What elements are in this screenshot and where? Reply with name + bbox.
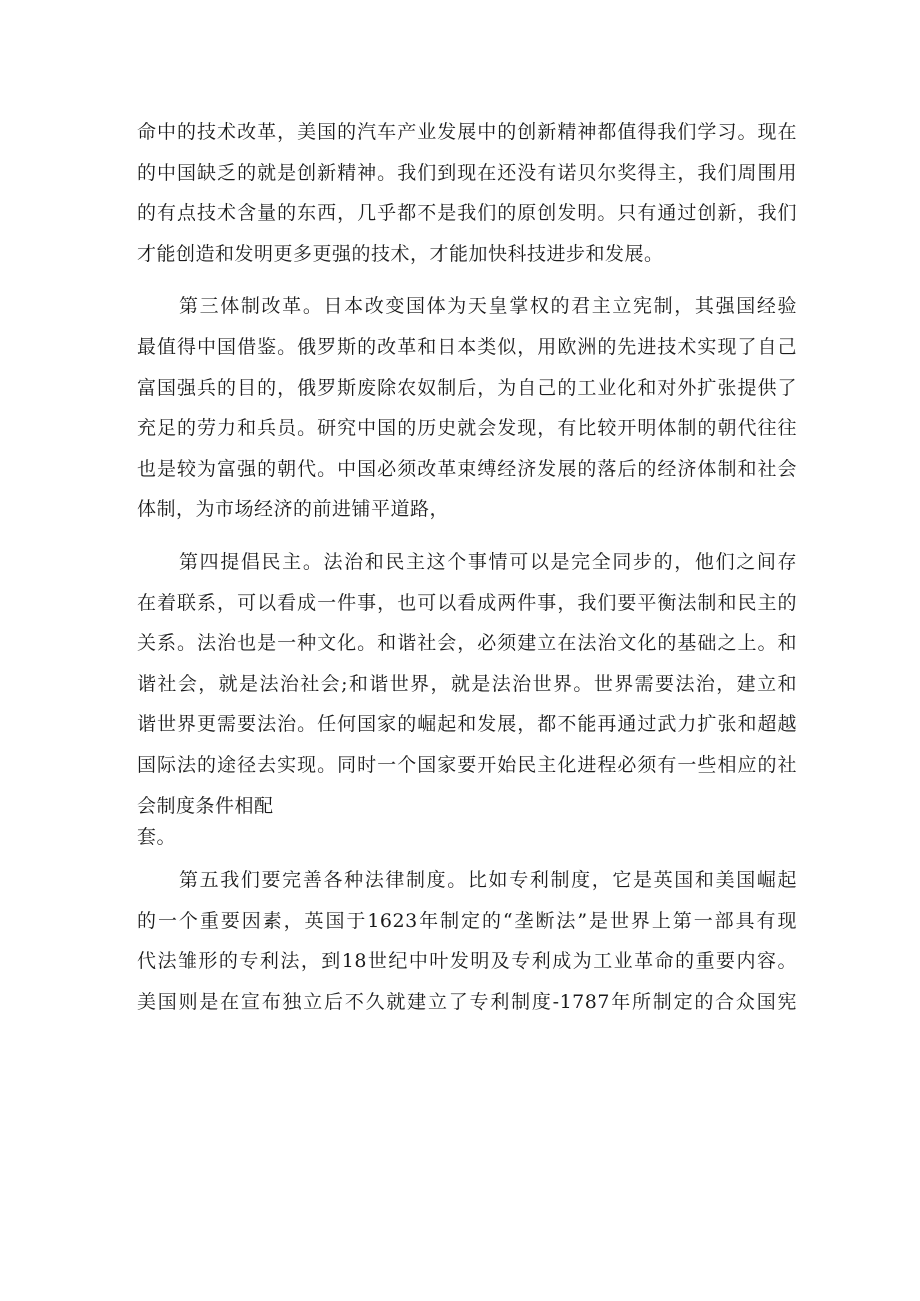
text-line: 体制，为市场经济的前进铺平道路，: [137, 498, 450, 521]
text-line: 的有点技术含量的东西，几乎都不是我们的原创发明。只有通过创新，我们: [137, 202, 797, 225]
text-line: 充足的劳力和兵员。研究中国的历史就会发现，有比较开明体制的朝代往往: [137, 417, 797, 440]
text-line: 代法雏形的专利法，到18世纪中叶发明及专利成为工业革命的重要内容。: [137, 950, 797, 973]
text-line: 在着联系，可以看成一件事，也可以看成两件事，我们要平衡法制和民主的: [137, 591, 797, 614]
text-line: 命中的技术改革，美国的汽车产业发展中的创新精神都值得我们学习。现在: [137, 121, 797, 143]
text-line: 国际法的途径去实现。同时一个国家要开始民主化进程必须有一些相应的社: [137, 753, 797, 776]
text-line: 谐世界更需要法治。任何国家的崛起和发展，都不能再通过武力扩张和超越: [137, 713, 797, 736]
text-line: 的中国缺乏的就是创新精神。我们到现在还没有诺贝尔奖得主，我们周围用: [137, 161, 797, 184]
text-line: 第五我们要完善各种法律制度。比如专利制度，它是英国和美国崛起: [179, 869, 797, 892]
text-line: 会制度条件相配: [137, 794, 274, 817]
paragraph-gap: [137, 274, 797, 286]
text-line: 谐社会，就是法治社会;和谐世界，就是法治世界。世界需要法治，建立和: [137, 672, 797, 695]
paragraph-gap: [137, 530, 797, 542]
text-line: 才能创造和发明更多更强的技术，才能加快科技进步和发展。: [137, 242, 664, 265]
document-body: [137, 112, 797, 1022]
text-line: 的一个重要因素，英国于1623年制定的“垄断法”是世界上第一部具有现: [137, 909, 797, 932]
text-line: 套。: [137, 826, 177, 849]
text-line: 也是较为富强的朝代。中国必须改革束缚经济发展的落后的经济体制和社会: [137, 457, 797, 480]
text-line: 富国强兵的目的，俄罗斯废除农奴制后，为自己的工业化和对外扩张提供了: [137, 376, 797, 399]
paragraph-gap: [137, 848, 797, 860]
text-line: 美国则是在宣布独立后不久就建立了专利制度-1787年所制定的合众国宪: [137, 990, 797, 1013]
text-line: 关系。法治也是一种文化。和谐社会，必须建立在法治文化的基础之上。和: [137, 632, 797, 655]
text-line: 第四提倡民主。法治和民主这个事情可以是完全同步的，他们之间存: [179, 550, 797, 573]
text-line: 第三体制改革。日本改变国体为天皇掌权的君主立宪制，其强国经验: [179, 295, 797, 318]
text-line: 最值得中国借鉴。俄罗斯的改革和日本类似，用欧洲的先进技术实现了自己: [137, 335, 797, 358]
